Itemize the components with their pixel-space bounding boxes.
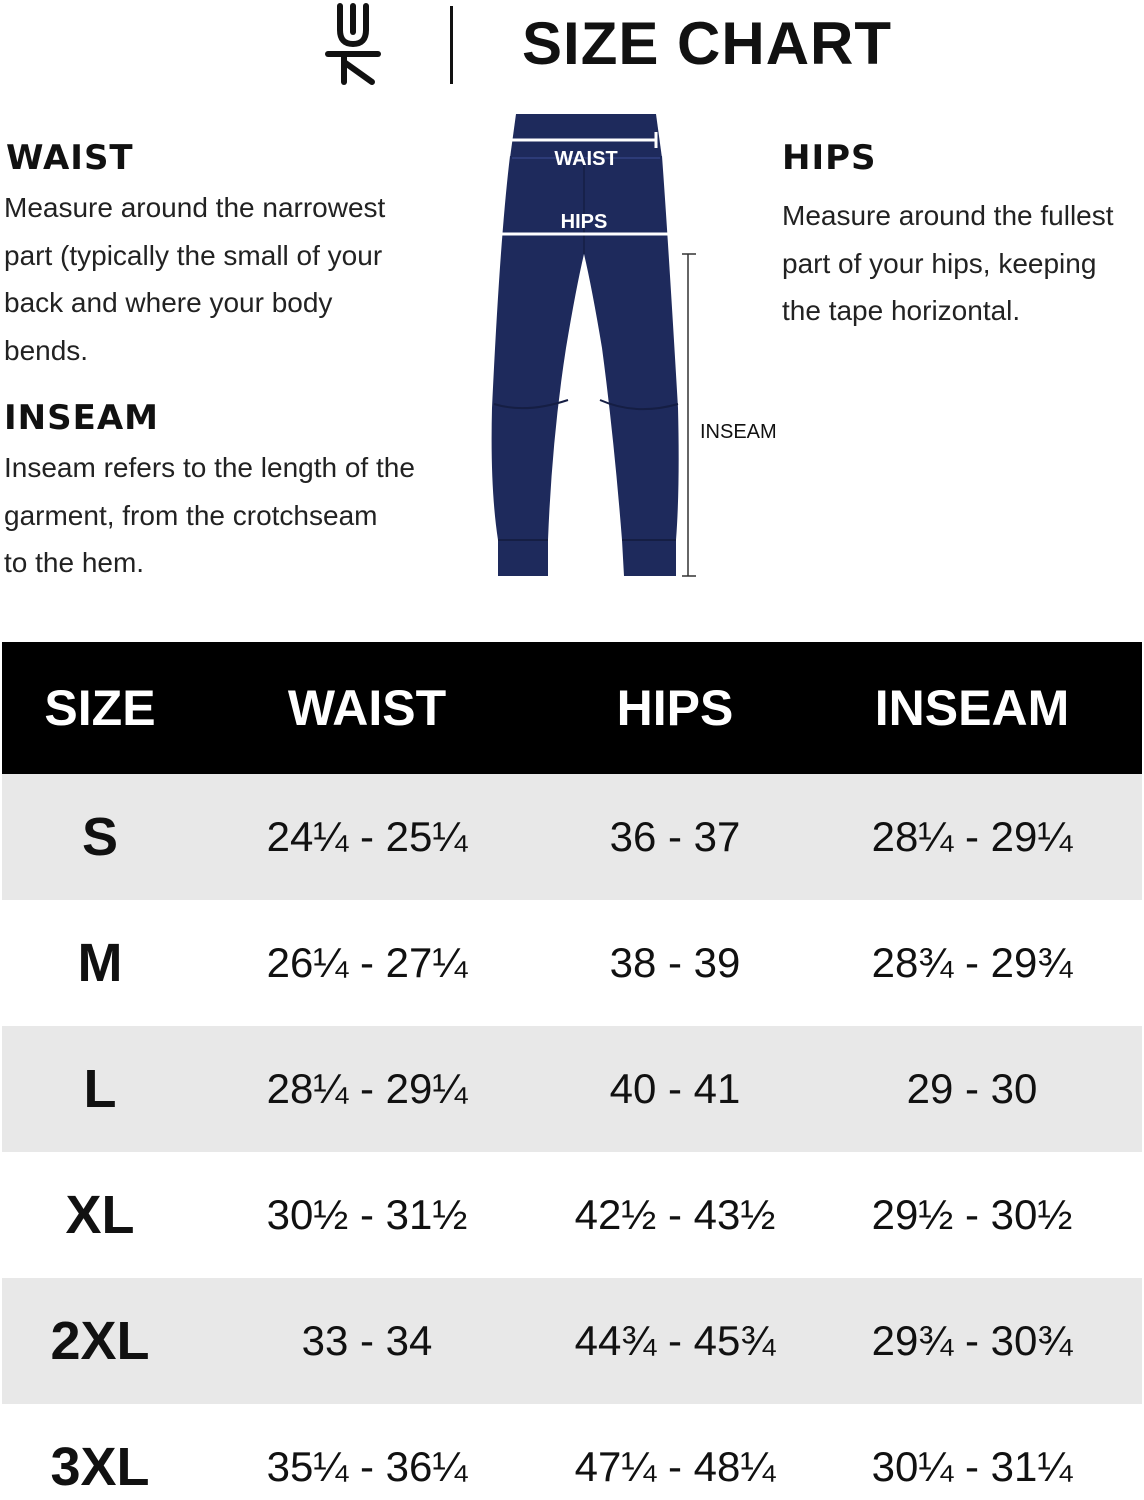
waist-cell: 24¼ - 25¼ (266, 813, 468, 860)
waist-cell: 28¼ - 29¼ (266, 1065, 468, 1112)
waist-figure-label: WAIST (554, 148, 618, 170)
table-row (2, 900, 1142, 1026)
hips-figure-label: HIPS (560, 211, 608, 233)
size-cell: 3XL (50, 1437, 150, 1497)
waist-cell: 30½ - 31½ (266, 1191, 468, 1238)
hips-cell: 42½ - 43½ (574, 1191, 776, 1238)
size-cell: S (81, 807, 119, 867)
waist-guide-line: part (typically the small of your (4, 239, 383, 271)
size-table (2, 642, 1142, 1500)
table-header-row (2, 642, 1142, 774)
waist-cell: 26¼ - 27¼ (266, 939, 468, 986)
hips-guide-line: Measure around the fullest (782, 200, 1114, 231)
size-cell: XL (65, 1185, 135, 1245)
hips-cell: 47¼ - 48¼ (574, 1443, 776, 1490)
column-header-hips: HIPS (616, 680, 734, 736)
table-row (2, 1026, 1142, 1152)
waist-guide-line: Measure around the narrowest (4, 192, 386, 223)
waist-cell: 35¼ - 36¼ (266, 1443, 468, 1490)
table-row (2, 1404, 1142, 1500)
column-header-waist: WAIST (287, 680, 447, 736)
hips-cell: 38 - 39 (609, 939, 741, 986)
size-cell: L (83, 1059, 117, 1119)
size-cell: M (77, 933, 123, 993)
inseam-cell: 29 - 30 (906, 1065, 1038, 1112)
inseam-cell: 28¾ - 29¾ (871, 939, 1073, 986)
page-header (0, 0, 1144, 100)
hips-guide-text (782, 192, 1142, 335)
hips-cell: 44¾ - 45¾ (574, 1317, 776, 1364)
hips-guide-line: part of your hips, keeping (782, 247, 1097, 279)
waist-guide-line: back and where your body (4, 287, 333, 319)
inseam-guide-line: garment, from the crotchseam (4, 499, 378, 531)
brand-logo-icon (322, 2, 384, 88)
inseam-cell: 28¼ - 29¼ (871, 813, 1073, 860)
table-row (2, 1152, 1142, 1278)
table-row (2, 1278, 1142, 1404)
inseam-cell: 29¾ - 30¾ (871, 1317, 1073, 1364)
page-title: SIZE CHART (522, 10, 892, 77)
inseam-figure-label: INSEAM (700, 421, 777, 443)
pants-illustration (492, 114, 679, 576)
waist-guide-text (4, 184, 474, 375)
waist-guide-title: WAIST (6, 138, 134, 178)
hips-cell: 36 - 37 (609, 813, 741, 860)
waist-cell: 33 - 34 (301, 1317, 433, 1364)
inseam-guide-title: INSEAM (4, 398, 159, 438)
column-header-inseam: INSEAM (874, 680, 1070, 736)
inseam-cell: 30¼ - 31¼ (871, 1443, 1073, 1490)
pants-measurement-figure (486, 108, 786, 588)
hips-guide-line: the tape horizontal. (782, 295, 1021, 327)
inseam-cell: 29½ - 30½ (871, 1191, 1073, 1238)
waist-guide-line: bends. (4, 335, 89, 367)
header-divider (450, 6, 453, 84)
hips-cell: 40 - 41 (609, 1065, 741, 1112)
inseam-guide-text (4, 444, 474, 587)
size-cell: 2XL (50, 1311, 150, 1371)
table-row (2, 774, 1142, 900)
hips-guide-title: HIPS (782, 138, 877, 178)
inseam-guide-line: to the hem. (4, 547, 145, 579)
inseam-guide-line: Inseam refers to the length of the (4, 452, 415, 483)
column-header-size: SIZE (44, 680, 156, 736)
